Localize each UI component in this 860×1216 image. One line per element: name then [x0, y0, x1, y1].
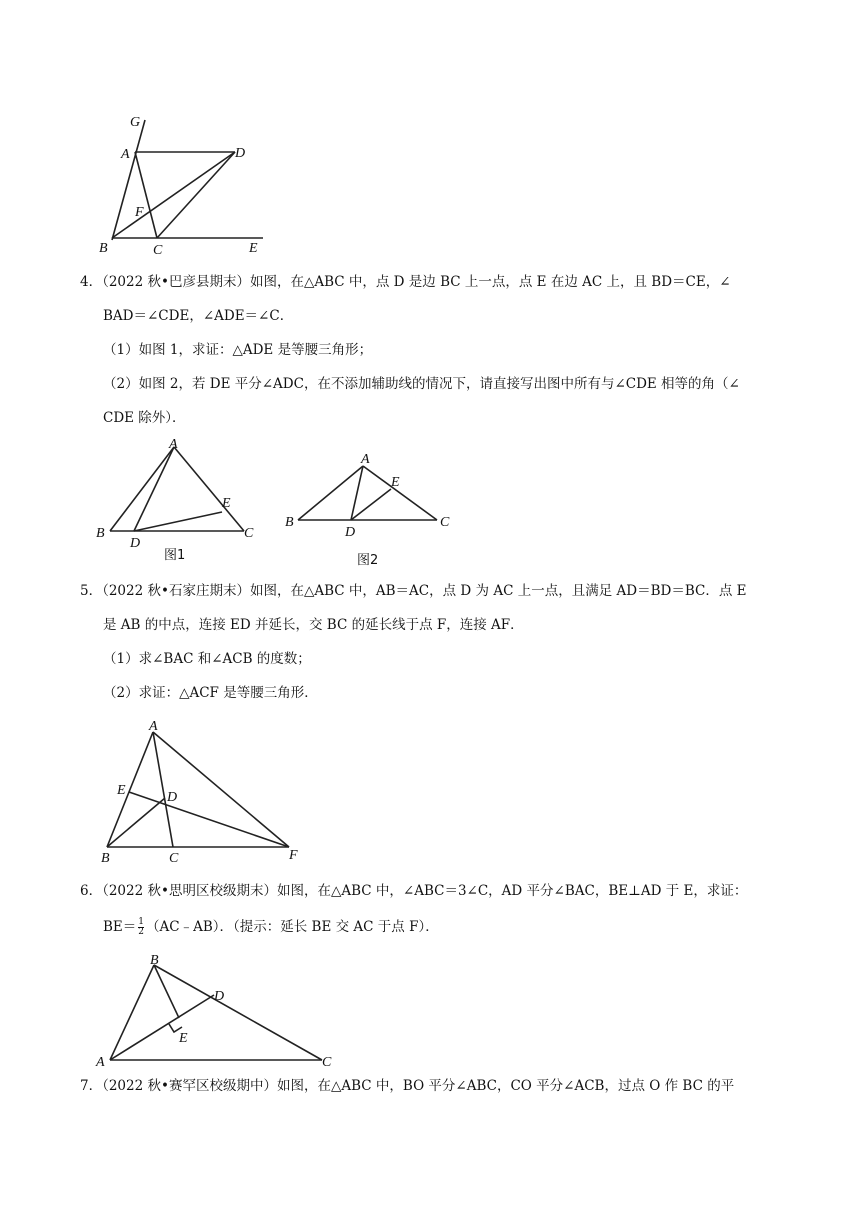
- label-B: B: [99, 241, 108, 256]
- q7-number: 7．: [80, 1078, 103, 1094]
- label-D: D: [345, 525, 356, 540]
- figure-q4-2: [283, 446, 463, 570]
- label-A: A: [149, 719, 158, 734]
- figure-q4-1: [94, 434, 274, 570]
- label-D: D: [235, 146, 246, 161]
- label-G: G: [130, 115, 141, 130]
- label-C: C: [153, 243, 163, 258]
- q7-line1: [80, 1076, 790, 1096]
- label-F: F: [135, 205, 144, 220]
- q4-line2: BAD＝∠CDE，∠ADE＝∠C．: [103, 308, 294, 324]
- label-A: A: [96, 1055, 105, 1070]
- label-E: E: [179, 1031, 188, 1046]
- label-B: B: [96, 526, 105, 541]
- figure-q5: [97, 714, 312, 866]
- label-C: C: [322, 1055, 332, 1070]
- q4-line1: [80, 272, 790, 292]
- label-C: C: [169, 851, 179, 866]
- q4-part1: （1）如图 1，求证：△ADE 是等腰三角形；: [103, 342, 373, 358]
- q4-text-1: 如图，在△ABC 中，点 D 是边 BC 上一点，点 E 在边 AC 上，且 BD＝CE，∠: [249, 274, 731, 290]
- fraction-denominator: 2: [138, 927, 145, 937]
- label-B: B: [150, 953, 159, 968]
- q6-text-post: （AC﹣AB）．（提示：延长 BE 交 AC 于点 F）．: [146, 919, 439, 935]
- q5-line1: [80, 581, 790, 601]
- q5-part2: （2）求证：△ACF 是等腰三角形．: [103, 685, 318, 701]
- q7-text-1: 如图，在△ABC 中，BO 平分∠ABC，CO 平分∠ACB，过点 O 作 BC 的平: [276, 1078, 735, 1094]
- label-E: E: [391, 475, 400, 490]
- figure-q6: [94, 950, 354, 1070]
- figure-q3: [95, 112, 275, 257]
- q5-source: （2022 秋•石家庄期末）: [102, 583, 250, 599]
- label-D: D: [130, 536, 141, 551]
- q4-part2b: CDE 除外）．: [103, 410, 186, 426]
- label-A: A: [169, 437, 178, 452]
- fraction: [138, 918, 144, 937]
- q6-line1: [80, 881, 790, 901]
- q4-part2a: （2）如图 2，若 DE 平分∠ADC，在不添加辅助线的情况下，请直接写出图中所有与∠CDE 相等的角（∠: [103, 376, 740, 392]
- label-C: C: [440, 515, 450, 530]
- q5-part1: （1）求∠BAC 和∠ACB 的度数；: [103, 651, 311, 667]
- label-F: F: [289, 848, 298, 863]
- q6-text-1: 如图，在△ABC 中，∠ABC＝3∠C，AD 平分∠BAC，BE⊥AD 于 E，求证：: [276, 883, 748, 899]
- caption: 图2: [357, 553, 379, 568]
- q7-source: （2022 秋•赛罕区校级期中）: [102, 1078, 277, 1094]
- q6-number: 6．: [80, 883, 103, 899]
- label-E: E: [249, 241, 258, 256]
- q6-source: （2022 秋•思明区校级期末）: [102, 883, 277, 899]
- label-D: D: [214, 989, 225, 1004]
- q6-line2: [103, 917, 790, 937]
- caption: 图1: [164, 548, 186, 563]
- label-B: B: [285, 515, 294, 530]
- label-C: C: [244, 526, 254, 541]
- q4-source: （2022 秋•巴彦县期末）: [102, 274, 250, 290]
- q5-text-1: 如图，在△ABC 中，AB＝AC，点 D 为 AC 上一点，且满足 AD＝BD＝BC．点 E: [249, 583, 747, 599]
- label-E: E: [222, 496, 231, 511]
- label-E: E: [117, 783, 126, 798]
- q5-number: 5．: [80, 583, 103, 599]
- q6-text-pre: BE＝: [103, 919, 137, 935]
- label-A: A: [121, 147, 130, 162]
- q4-number: 4．: [80, 274, 103, 290]
- q5-line2: 是 AB 的中点，连接 ED 并延长，交 BC 的延长线于点 F，连接 AF．: [103, 617, 524, 633]
- label-A: A: [361, 452, 370, 467]
- fraction-numerator: 1: [138, 917, 145, 927]
- label-D: D: [167, 790, 178, 805]
- label-B: B: [101, 851, 110, 866]
